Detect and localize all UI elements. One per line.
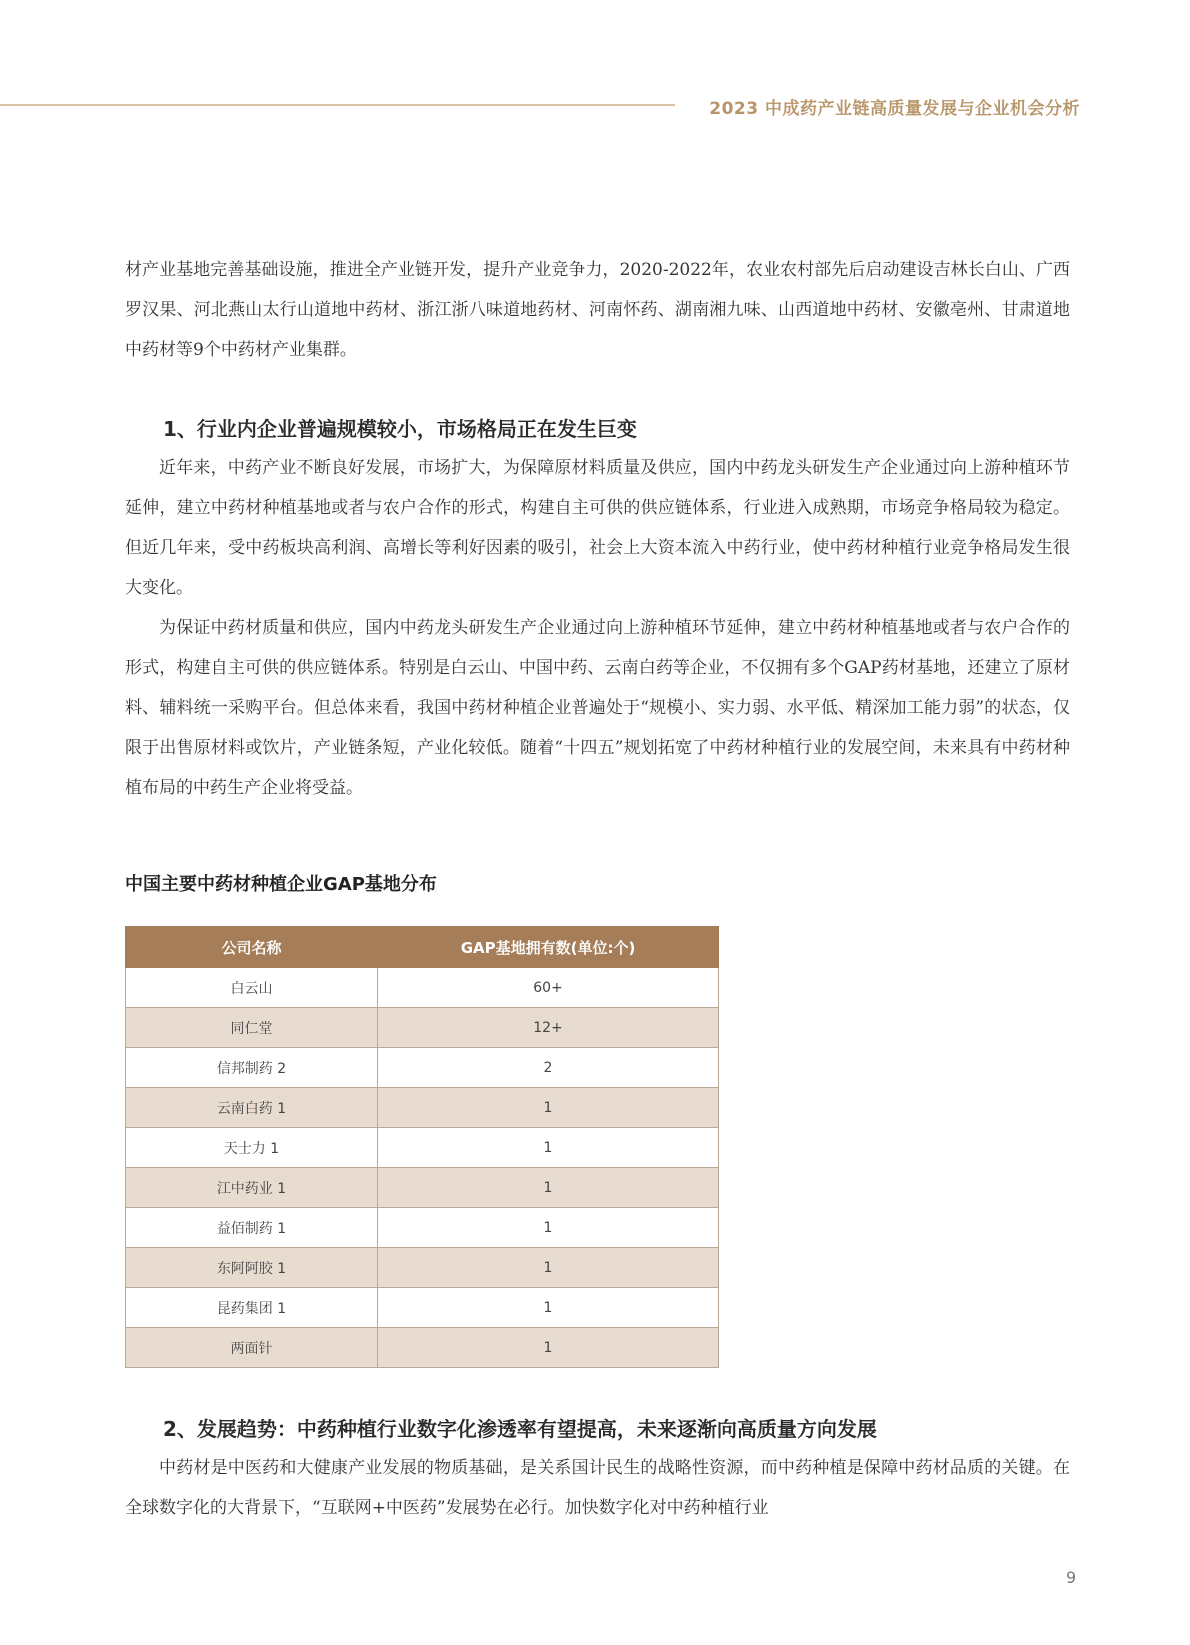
- company-cell: 天士力 1: [126, 1128, 378, 1168]
- table-row: [126, 968, 719, 1008]
- gap-base-table: [125, 926, 719, 1368]
- table-row: [126, 1008, 719, 1048]
- intro-paragraph-block: [125, 250, 1070, 370]
- section-1-paragraph-1: 近年来，中药产业不断良好发展，市场扩大，为保障原材料质量及供应，国内中药龙头研发生产企业通过向上游种植环节延伸，建立中药材种植基地或者与农户合作的形式，构建自主可供的供应链体系，行业进入成熟期，市场竞争格局较为稳定。但近几年来，受中药板块高利润、高增长等利好因素的吸引，社会上大资本流入中药行业，使中药材种植行业竞争格局发生很大变化。: [125, 458, 1070, 598]
- gap-count-cell: 1: [378, 1248, 719, 1288]
- company-cell: 江中药业 1: [126, 1168, 378, 1208]
- gap-count-cell: 1: [378, 1208, 719, 1248]
- gap-count-cell: 12+: [378, 1008, 719, 1048]
- table-row: [126, 1208, 719, 1248]
- gap-count-cell: 1: [378, 1128, 719, 1168]
- section-2-paragraph-1: 中药材是中医药和大健康产业发展的物质基础，是关系国计民生的战略性资源，而中药种植是保障中药材品质的关键。在全球数字化的大背景下，“互联网+中医药”发展势在必行。加快数字化对中药种植行业: [125, 1458, 1070, 1518]
- table-row: [126, 1328, 719, 1368]
- table-row: [126, 1088, 719, 1128]
- page-number: 9: [1066, 1568, 1077, 1587]
- company-cell: 白云山: [126, 968, 378, 1008]
- table-row: [126, 1048, 719, 1088]
- table-row: [126, 1168, 719, 1208]
- company-cell: 信邦制药 2: [126, 1048, 378, 1088]
- company-cell: 昆药集团 1: [126, 1288, 378, 1328]
- section-1-body: [125, 448, 1070, 808]
- gap-count-cell: 1: [378, 1088, 719, 1128]
- intro-paragraph: 材产业基地完善基础设施，推进全产业链开发，提升产业竞争力，2020-2022年，农业农村部先后启动建设吉林长白山、广西罗汉果、河北燕山太行山道地中药材、浙江浙八味道地药材、河南怀药、湖南湘九味、山西道地中药材、安徽亳州、甘肃道地中药材等9个中药材产业集群。: [125, 260, 1070, 360]
- section-1-heading: 1、行业内企业普遍规模较小，市场格局正在发生巨变: [163, 417, 637, 441]
- header-gap-count: GAP基地拥有数(单位:个): [378, 927, 719, 968]
- table-row: [126, 1288, 719, 1328]
- header-company-name: 公司名称: [126, 927, 378, 968]
- company-cell: 同仁堂: [126, 1008, 378, 1048]
- report-title: 2023 中成药产业链高质量发展与企业机会分析: [709, 99, 1080, 119]
- company-cell: 东阿阿胶 1: [126, 1248, 378, 1288]
- gap-count-cell: 2: [378, 1048, 719, 1088]
- company-cell: 益佰制药 1: [126, 1208, 378, 1248]
- table-caption: 中国主要中药材种植企业GAP基地分布: [125, 874, 437, 895]
- gap-count-cell: 1: [378, 1168, 719, 1208]
- table-header-row: [126, 927, 719, 968]
- company-cell: 两面针: [126, 1328, 378, 1368]
- company-cell: 云南白药 1: [126, 1088, 378, 1128]
- section-1-paragraph-2: 为保证中药材质量和供应，国内中药龙头研发生产企业通过向上游种植环节延伸，建立中药材种植基地或者与农户合作的形式，构建自主可供的供应链体系。特别是白云山、中国中药、云南白药等企业，不仅拥有多个GAP药材基地，还建立了原材料、辅料统一采购平台。但总体来看，我国中药材种植企业普遍处于“规模小、实力弱、水平低、精深加工能力弱”的状态，仅限于出售原材料或饮片，产业链条短，产业化较低。随着“十四五”规划拓宽了中药材种植行业的发展空间，未来具有中药材种植布局的中药生产企业将受益。: [125, 618, 1070, 798]
- table-row: [126, 1248, 719, 1288]
- gap-count-cell: 60+: [378, 968, 719, 1008]
- gap-count-cell: 1: [378, 1328, 719, 1368]
- header-rule: [0, 104, 675, 106]
- gap-count-cell: 1: [378, 1288, 719, 1328]
- section-2-heading: 2、发展趋势：中药种植行业数字化渗透率有望提高，未来逐渐向高质量方向发展: [163, 1417, 877, 1441]
- table-row: [126, 1128, 719, 1168]
- section-2-body: [125, 1448, 1070, 1528]
